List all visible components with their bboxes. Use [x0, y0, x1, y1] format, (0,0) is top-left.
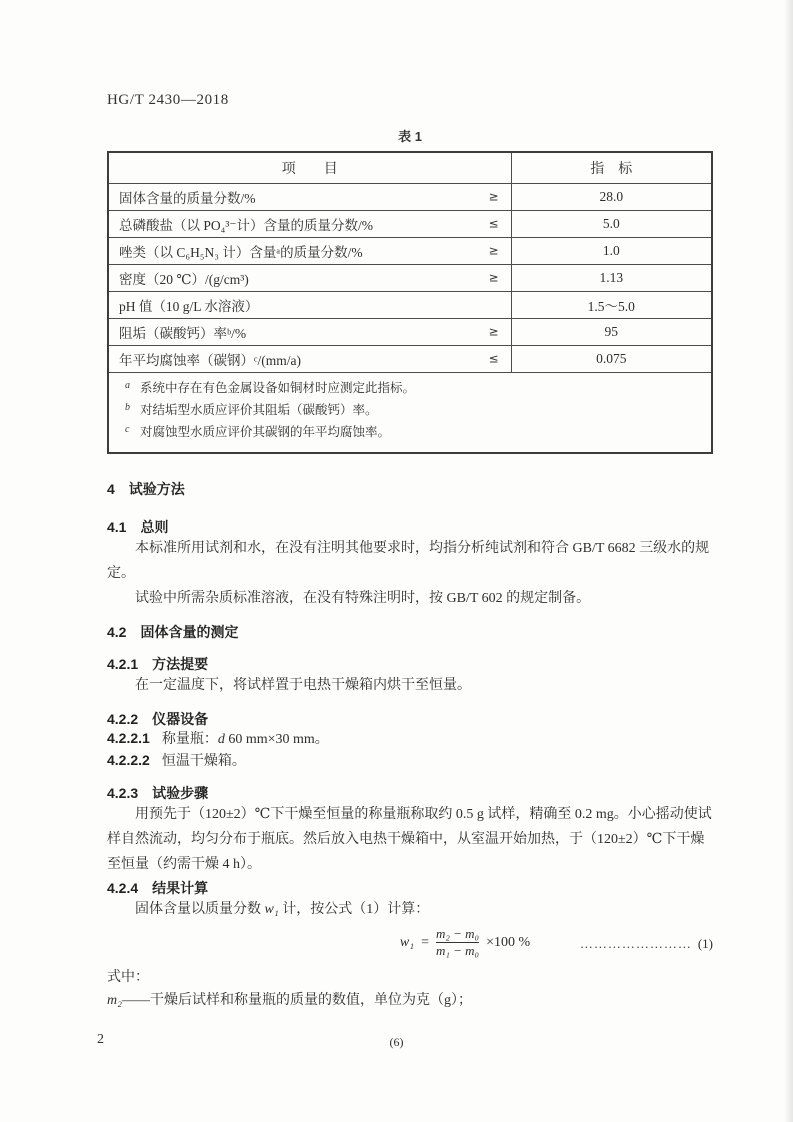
standard-number: HG/T 2430—2018	[107, 92, 229, 108]
footnote-b	[125, 400, 701, 422]
table-row	[108, 292, 712, 319]
section-4-2-title: 4.2 固体含量的测定	[107, 624, 239, 640]
section-4-2-4-title: 4.2.4 结果计算	[107, 880, 209, 896]
section-4-2-1-title: 4.2.1 方法提要	[107, 656, 209, 672]
relation-symbol: ≥	[488, 189, 499, 204]
footnote-a	[125, 378, 701, 400]
section-4-1-paragraph-1: 本标准所用试剂和水，在没有注明其他要求时，均指分析纯试剂和符合 GB/T 6682 三级水的规定。	[107, 541, 710, 581]
table-footnotes-row	[108, 373, 712, 454]
table-row	[108, 265, 712, 292]
fraction-denominator: m₁ − m₀	[435, 943, 480, 958]
table-row	[108, 346, 712, 373]
table-row	[108, 184, 712, 211]
section-4-2-3-paragraph: 用预先于（120±2）℃下干燥至恒量的称量瓶称取约 0.5 g 试样，精确至 0.2 mg。小心摇动使试样自然流动，均匀分布于瓶底。然后放入电热干燥箱中，从室温开始加热，于（120±2）℃下干燥至恒量（约需干燥 4 h）。	[107, 807, 712, 872]
table-row	[108, 211, 712, 238]
table-row	[108, 319, 712, 346]
variable-w1: w₁	[264, 902, 279, 917]
footnote-text: 对结垢型水质应评价其阻垢（碳酸钙）率。	[140, 403, 378, 417]
column-header-index: 指 标	[511, 152, 712, 184]
table-caption: 表 1	[398, 129, 422, 144]
clause-number: 4.2.2.2	[107, 752, 150, 768]
relation-symbol: ≥	[488, 270, 499, 285]
row-value: 5.0	[511, 211, 712, 238]
clause-4-2-2-1	[107, 728, 713, 750]
section-4-1-paragraph-2: 试验中所需杂质标准溶液，在没有特殊注明时，按 GB/T 602 的规定制备。	[135, 591, 591, 606]
m2-definition: m₂——干燥后试样和称量瓶的质量的数值，单位为克（g）；	[107, 993, 472, 1008]
row-item-label: 阻垢（碳酸钙）率ᵇ/%	[119, 326, 247, 341]
section-4-2-1-paragraph: 在一定温度下，将试样置于电热干燥箱内烘干至恒量。	[135, 678, 471, 693]
formula-intro: 固体含量以质量分数 w₁ 计，按公式（1）计算：	[135, 902, 430, 917]
footer-center-number: (6)	[389, 1035, 404, 1049]
fraction	[436, 926, 479, 959]
section-4-title: 4 试验方法	[107, 481, 185, 497]
clause-text: 60 mm×30 mm。	[224, 732, 329, 747]
row-item-label: 唑类（以 C₆H₅N₃ 计）含量ᵃ的质量分数/%	[119, 245, 363, 260]
footnote-mark: b	[125, 402, 130, 413]
row-value: 1.13	[511, 265, 712, 292]
requirements-table	[107, 151, 713, 454]
clause-text: 称量瓶：	[161, 732, 218, 747]
row-item-label: 密度（20 ℃）/(g/cm³)	[119, 272, 249, 287]
row-value: 95	[511, 319, 712, 346]
section-4-2-3-title: 4.2.3 试验步骤	[107, 785, 209, 801]
footnote-text: 对腐蚀型水质应评价其碳钢的年平均腐蚀率。	[140, 425, 391, 439]
equation-lhs: w₁	[399, 934, 415, 950]
row-item-label: 年平均腐蚀率（碳钢）ᶜ/(mm/a)	[119, 353, 301, 368]
equals-sign: =	[421, 934, 429, 950]
footnote-mark: a	[125, 380, 130, 391]
relation-symbol: ≤	[488, 216, 499, 231]
clause-4-2-2-2	[107, 750, 713, 772]
scan-edge-shadow	[784, 0, 793, 1122]
section-4-1-title: 4.1 总则	[107, 519, 169, 535]
row-value: 1.0	[511, 238, 712, 265]
table-header-row	[108, 152, 712, 184]
dot-leader: ……………………	[579, 936, 692, 951]
variable-m2: m₂	[107, 993, 122, 1008]
table-row	[108, 238, 712, 265]
row-item-label: pH 值（10 g/L 水溶液）	[119, 299, 259, 314]
row-value: 28.0	[511, 184, 712, 211]
relation-symbol: ≤	[488, 351, 499, 366]
fraction-numerator: m₂ − m₀	[435, 926, 480, 941]
column-header-item: 项 目	[108, 152, 511, 184]
equation-1	[107, 926, 713, 962]
page-content	[107, 92, 713, 1012]
relation-symbol: ≥	[488, 324, 499, 339]
page-number: 2	[97, 1032, 104, 1047]
row-value: 0.075	[511, 346, 712, 373]
variable-d: d	[217, 732, 225, 747]
clause-number: 4.2.2.1	[107, 730, 150, 746]
row-item-label: 总磷酸盐（以 PO₄³⁻计）含量的质量分数/%	[119, 218, 374, 233]
row-item-label: 固体含量的质量分数/%	[119, 191, 256, 206]
footnote-text: 系统中存在有色金属设备如铜材时应测定此指标。	[140, 381, 416, 395]
relation-symbol: ≥	[488, 243, 499, 258]
row-value: 1.5～5.0	[511, 292, 712, 319]
footnote-mark: c	[125, 424, 130, 435]
footnote-c	[125, 422, 701, 444]
multiplier: ×100 %	[486, 934, 531, 950]
clause-text: 恒温干燥箱。	[161, 754, 246, 769]
equation-number: (1)	[697, 936, 713, 951]
where-label: 式中：	[107, 970, 149, 985]
section-4-2-2-title: 4.2.2 仪器设备	[107, 711, 209, 727]
